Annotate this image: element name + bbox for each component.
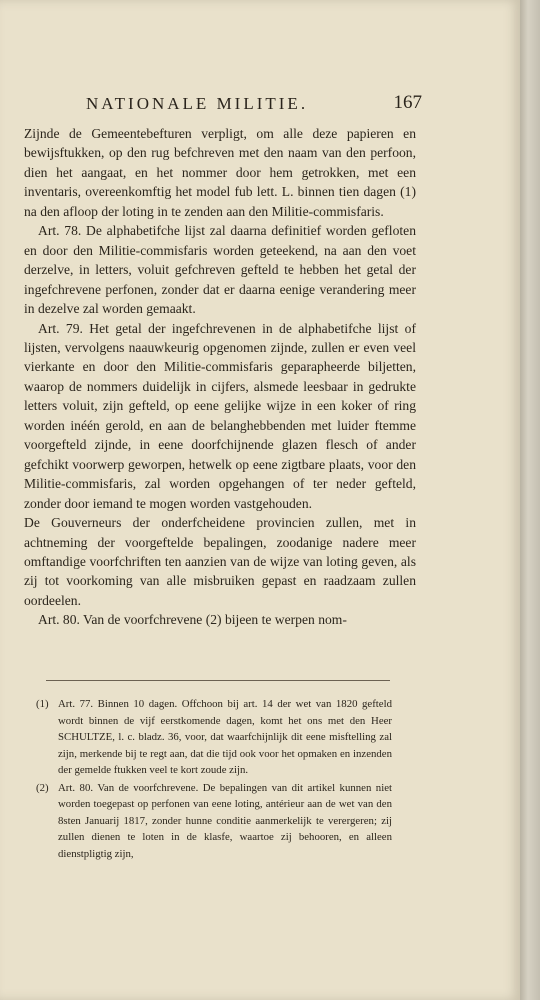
footnotes <box>36 696 392 863</box>
article-80: Art. 80. Van de voorfchrevene (2) bijeen te werpen nom- <box>38 612 347 628</box>
footnote-mark: (1) <box>36 698 49 710</box>
article-78: Art. 78. De alphabetifche lijst zal daarna definitief worden gefloten en door den Militie-commisfaris worden geteekend, na aan den voet derzelve, in letters, voluit gefchreven gefteld te hebben het getal der ingefchrevene perfonen, zonder dat er daarna eenige verandering meer in dezelve zal worden gemaakt. <box>24 223 416 317</box>
running-title: NATIONALE MILITIE. <box>86 94 309 113</box>
paragraph: Zijnde de Gemeentebefturen verpligt, om alle deze papieren en bewijsftukken, op den rug befchreven met den naam van den perfoon, dien het aangaat, en het nommer door hem getrokken, met een inventaris, overeenkomftig het model fub lett. L. binnen tien dagen (1) na den afloop der loting in te zenden aan den Militie-commisfaris. <box>24 126 416 219</box>
footnote-text: Art. 77. Binnen 10 dagen. Offchoon bij art. 14 der wet van 1820 gefteld wordt binnen de vijf eerstkomende dagen, komt het ons met den Heer SCHULTZE, l. c. bladz. 36, voor, dat waarfchijnlijk dit eene misftelling zal zijn, merkende bij te regt aan, dat die tijd ook voor het opmaken en inzenden der gemelde ftukken veel te kort zoude zijn. <box>58 698 392 776</box>
footnote-text: Art. 80. Van de voorfchrevene. De bepalingen van dit artikel kunnen niet worden toegepast op perfonen van eene loting, antérieur aan de wet van den 8sten Januarij 1817, zonder hunne conditie aanmerkelijk te verergeren; zij zullen dienen te loten in de klasfe, waartoe zij behooren, en alleen dienstpligtig zijn, <box>58 781 392 860</box>
footnote-mark: (2) <box>36 781 49 794</box>
page-header <box>86 94 420 114</box>
article-79: Art. 79. Het getal der ingefchrevenen in de alphabetifche lijst of lijsten, vervolgens naauwkeurig opgenomen zijnde, zullen er even veel vierkante en door den Militie-commisfaris geparapheerde biljetten, waarop de nommers duidelijk in cijfers, alsmede leesbaar in gedrukte letters voluit, zijn gefteld, op eene gelijke wijze in een koker of ring worden inéén gerold, en aan de belanghebbenden met luider ftemme voorgefteld zijnde, in eene doorfchijnende glazen flesch of ander gefchikt voorwerp geworpen, hetwelk op eene zigtbare plaats, voor den Militie-commisfaris, zal worden opgehangen of ter neder gefteld, zonder door iemand te mogen worden vastgehouden. <box>24 320 416 511</box>
page-number: 167 <box>393 92 422 113</box>
main-text <box>24 124 416 630</box>
paragraph: De Gouverneurs der onderfcheidene provincien zullen, met in achtneming der voorgeftelde bepalingen, zoodanige nadere meer omftandige voorfchriften ten aanzien van de wijze van loting geven, als zij tot voorkoming van alle misbruiken gepast en raadzaam zullen oordeelen. <box>24 515 416 608</box>
footnote-divider <box>46 680 390 681</box>
page-edge <box>520 0 540 1000</box>
footnote <box>36 780 392 863</box>
footnote <box>36 696 392 779</box>
